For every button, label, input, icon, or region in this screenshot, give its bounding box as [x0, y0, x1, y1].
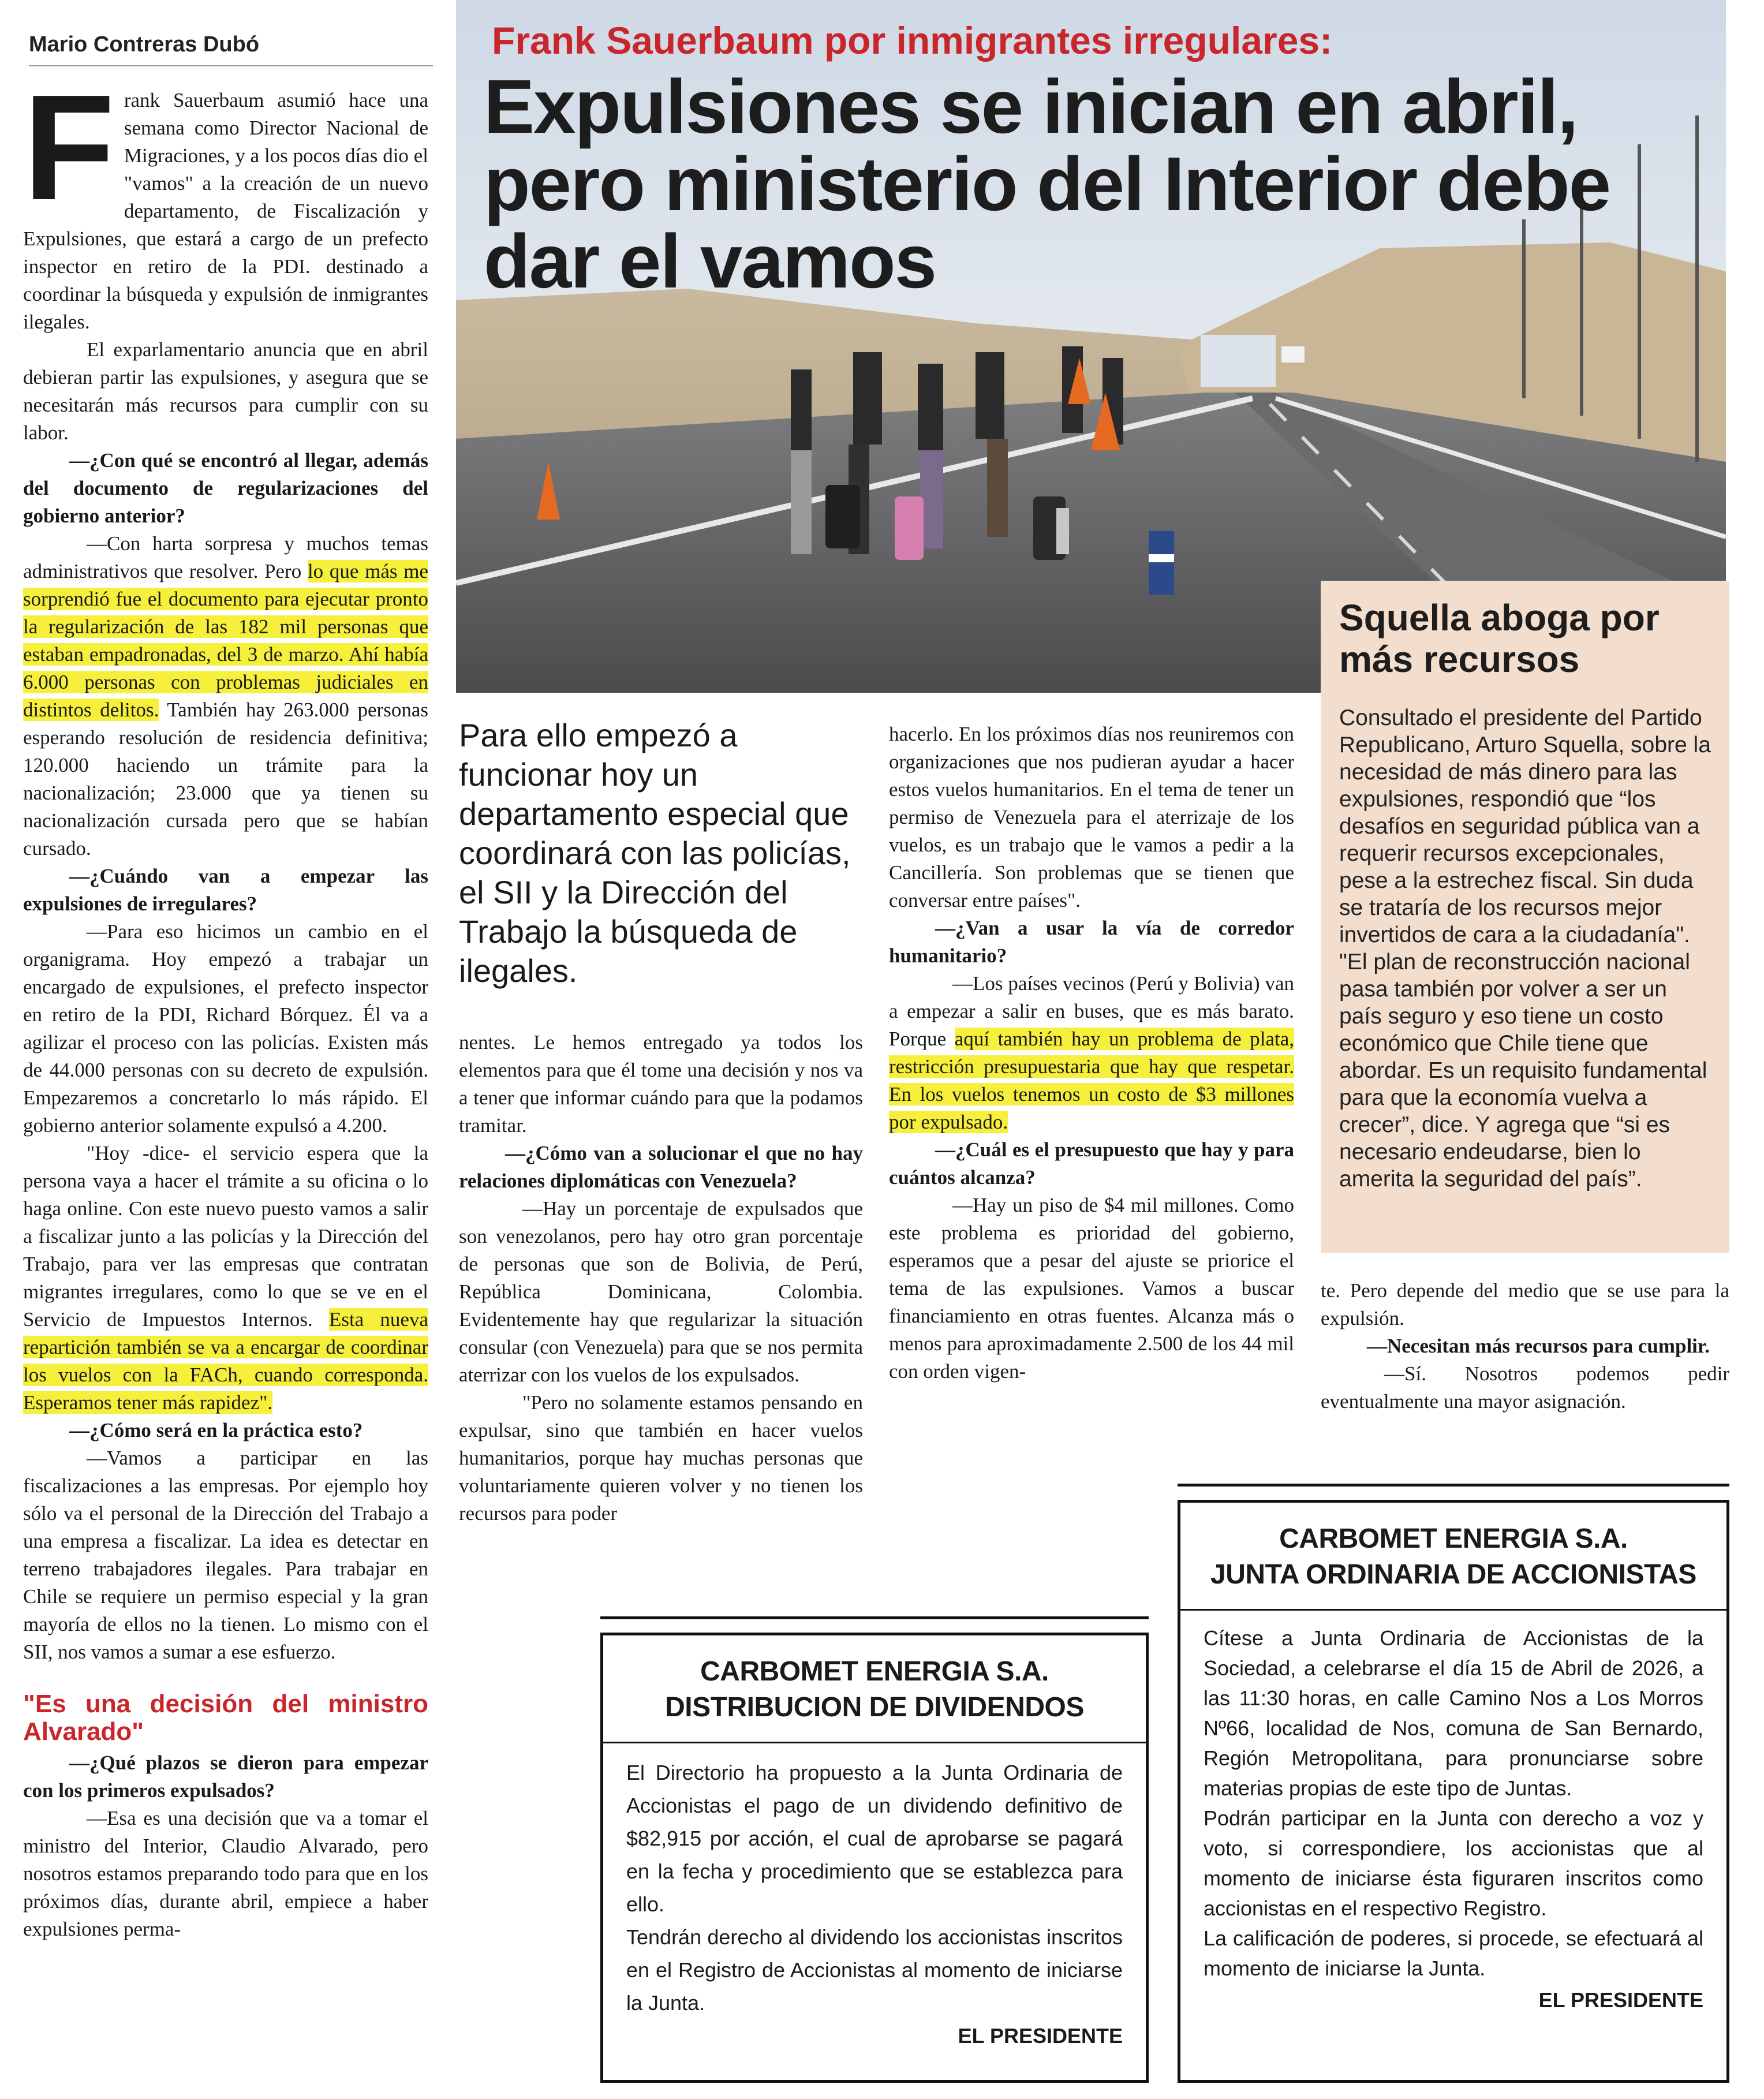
ad-paragraph: Podrán participar en la Junta con derecho a voz y voto, si correspondiere, los accionistas que al momento de iniciarse ésta figuraren inscritos como accionistas en el respectivo Registro.: [1204, 1806, 1703, 1920]
interview-question: —¿Qué plazos se dieron para empezar con los primeros expulsados?: [23, 1751, 428, 1802]
ad-paragraph: Tendrán derecho al dividendo los accionistas inscritos en el Registro de Accionistas al momento de iniciarse la Junta.: [626, 1925, 1123, 2015]
ad-title: [603, 1635, 1146, 1743]
ad-title: [1180, 1503, 1726, 1611]
ad-frame-line: [1178, 1484, 1729, 1487]
highlighted-text: Esta nueva repartición también se va a encargar de coordinar los vuelos con la FACh, cuando corresponda. Esperamos tener más rapidez".: [23, 1308, 428, 1414]
article-paragraph: [23, 1140, 428, 1417]
article-column-4: [1321, 1277, 1729, 1415]
text-span: "Hoy -dice- el servicio espera que la persona vaya a hacer el trámite a su oficina o lo haga online. Con este nuevo puesto vamos a salir a fiscalizar junto a las policías y la Dirección del Trabajo, para ver las empresas que contratan migrantes irregulares, como lo que se ve en el Servicio de Impuestos Internos.: [23, 1142, 428, 1331]
ad-title-line: CARBOMET ENERGIA S.A.: [700, 1656, 1049, 1687]
text-span: También hay 263.000 personas esperando resolución de residencia definitiva; 120.000 haciendo un trámite para la nacionalización; 23.000 que ya tienen su nacionalización cursada pero que se habían cursado.: [23, 699, 428, 860]
sidebar-paragraph: "El plan de reconstrucción nacional pasa también por volver a ser un país seguro y eso tiene un costo económico que Chile tiene que abordar. Es un requisito fundamental para que la economía vuelva a crecer”, dice. Y agrega que “si es necesario endeudarse, bien lo amerita la seguridad del país”.: [1339, 950, 1707, 1192]
byline: Mario Contreras Dubó: [29, 32, 433, 66]
article-paragraph: —Vamos a participar en las fiscalizaciones a las empresas. Por ejemplo hoy sólo va el personal de la Dirección del Trabajo a una empresa a fiscalizar. La idea es detectar en terreno trabajadores ilegales. Para trabajar en Chile se requiere un permiso especial y la gran mayoría de ellos no la tienen. Lo mismo con el SII, nos vamos a sumar a ese esfuerzo.: [23, 1447, 428, 1663]
ad-body: [1180, 1611, 1726, 1984]
highlighted-text: lo que más me sorprendió fue el documento para ejecutar pronto la regularización de las 182 mil personas que estaban empadronadas, del 3 de marzo. Ahí había 6.000 personas con problemas judiciales en distintos delitos.: [23, 560, 428, 721]
ad-frame-line: [600, 1616, 1149, 1619]
ad-paragraph: La calificación de poderes, si procede, se efectuará al momento de iniciarse la Junta.: [1204, 1926, 1703, 1980]
article-paragraph: hacerlo. En los próximos días nos reuniremos con organizaciones que nos pudieran ayudar a hacer estos vuelos humanitarios. En el tema de tener un permiso de Venezuela para el aterrizaje de los vuelos, es un trabajo que le vamos a pedir a la Cancillería. Son problemas que se tienen que conversar entre países".: [889, 723, 1294, 912]
article-paragraph: rank Sauerbaum asumió hace una semana como Director Nacional de Migraciones, y a los pocos días dio el "vamos" a la creación de un nuevo departamento, de Fiscalización y Expulsiones, que estará a cargo de un prefecto inspector en retiro de la PDI. destinado a coordinar la búsqueda y expulsión de inmigrantes ilegales.: [23, 89, 428, 333]
sidebar-title: Squella aboga por más recursos: [1339, 597, 1660, 680]
subheading: "Es una decisión del ministro Alvarado": [23, 1690, 428, 1746]
dropcap: F: [23, 64, 115, 231]
ad-signature: EL PRESIDENTE: [1538, 1988, 1703, 2012]
interview-question: —¿Cómo van a solucionar el que no hay relaciones diplomáticas con Venezuela?: [459, 1142, 863, 1192]
ad-signature: EL PRESIDENTE: [958, 2024, 1123, 2048]
interview-question: —¿Van a usar la vía de corredor humanitario?: [889, 917, 1294, 967]
ad-paragraph: El Directorio ha propuesto a la Junta Ordinaria de Accionistas el pago de un dividendo definitivo de $82,915 por acción, el cual de aprobarse se pagará en la fecha y procedimiento que se establezca para ello.: [626, 1761, 1123, 1916]
interview-question: —¿Cómo será en la práctica esto?: [69, 1419, 363, 1441]
article-paragraph: —Hay un piso de $4 mil millones. Como este problema es prioridad del gobierno, esperamos que a pesar del ajuste se priorice el tema de las expulsiones. Vamos a buscar financiamiento en otras fuentes. Alcanza más o menos para aproximadamente 2.500 de los 44 mil con orden vigen-: [889, 1194, 1294, 1383]
article-column-3: [889, 720, 1294, 1385]
kicker: Frank Sauerbaum por inmigrantes irregulares:: [492, 19, 1333, 62]
article-paragraph: El exparlamentario anuncia que en abril debieran partir las expulsiones, y asegura que se necesitarán más recursos para cumplir con su labor.: [23, 338, 428, 444]
article-paragraph: —Sí. Nosotros podemos pedir eventualmente una mayor asignación.: [1321, 1362, 1729, 1413]
article-paragraph: —Para eso hicimos un cambio en el organigrama. Hoy empezó a trabajar un encargado de expulsiones, el prefecto inspector en retiro de la PDI, Richard Bórquez. Él va a agilizar el proceso con las policías. Existen más de 44.000 personas con su decreto de expulsión. Empezaremos a concretarlo lo más rápido. El gobierno anterior solamente expulsó a 4.200.: [23, 920, 428, 1137]
text-span: —Con harta sorpresa y muchos temas administrativos que resolver. Pero: [23, 532, 428, 582]
ad-junta: [1178, 1500, 1729, 2083]
article-paragraph: [23, 530, 428, 862]
interview-question: —¿Cuándo van a empezar las expulsiones de irregulares?: [23, 865, 428, 915]
article-paragraph: te. Pero depende del medio que se use para la expulsión.: [1321, 1279, 1729, 1329]
article-column-2: [459, 1029, 863, 1527]
article-paragraph: —Hay un porcentaje de expulsados que son venezolanos, pero hay otro gran porcentaje de personas que son de Bolivia, de Perú, República Dominicana, Colombia. Evidentemente hay que regularizar la situación consular (con Venezuela) para que se nos permita aterrizar con los vuelos de los expulsados.: [459, 1197, 863, 1386]
ad-dividendos: [600, 1633, 1149, 2083]
sidebar-box: [1321, 581, 1729, 1253]
ad-title-line: DISTRIBUCION DE DIVIDENDOS: [665, 1692, 1084, 1723]
article-paragraph: "Pero no solamente estamos pensando en expulsar, sino que también en hacer vuelos humanitarios, porque hay muchas personas que voluntariamente quieren volver y no tienen los recursos para poder: [459, 1391, 863, 1525]
highlighted-text: aquí también hay un problema de plata, restricción presupuestaria que hay que respetar. En los vuelos tenemos un costo de $3 millones por expulsado.: [889, 1028, 1295, 1133]
headline: Expulsiones se inician en abril, pero ministerio del Interior debe dar el vamos: [484, 64, 1610, 304]
text-span: —Los países vecinos (Perú y Bolivia) van a empezar a salir en buses, que es más barato. Porque: [889, 972, 1294, 1050]
sidebar-paragraph: Consultado el presidente del Partido Republicano, Arturo Squella, sobre la necesidad de más dinero para las expulsiones, respondió que “los desafíos en seguridad pública van a requerir recursos excepcionales, pese a la estrechez fiscal. Sin duda se trataría de los recursos mejor invertidos de cara a la ciudadanía".: [1339, 705, 1711, 947]
ad-title-line: CARBOMET ENERGIA S.A.: [1279, 1523, 1628, 1554]
ad-body: [603, 1743, 1146, 2019]
interview-question: —Necesitan más recursos para cumplir.: [1367, 1335, 1710, 1357]
interview-question: —¿Cuál es el presupuesto que hay y para cuántos alcanza?: [889, 1138, 1294, 1189]
ad-paragraph: Cítese a Junta Ordinaria de Accionistas de la Sociedad, a celebrarse el día 15 de Abril de 2026, a las 11:30 horas, en calle Camino Nos a Los Morros Nº66, localidad de Nos, comuna de San Bernardo, Región Metropolitana, para pronunciarse sobre materias propias de este tipo de Juntas.: [1204, 1626, 1703, 1800]
article-paragraph: nentes. Le hemos entregado ya todos los elementos para que él tome una decisión y nos va a tener que informar cuándo para que la podamos tramitar.: [459, 1031, 863, 1137]
article-paragraph: [889, 970, 1294, 1136]
interview-question: —¿Con qué se encontró al llegar, además del documento de regularizaciones del gobierno anterior?: [23, 449, 428, 527]
ad-title-line: JUNTA ORDINARIA DE ACCIONISTAS: [1210, 1559, 1696, 1590]
article-paragraph: —Esa es una decisión que va a tomar el ministro del Interior, Claudio Alvarado, pero nosotros estamos preparando todo para que en los próximos días, durante abril, empiece a haber expulsiones perma-: [23, 1807, 428, 1940]
article-column-1: [23, 64, 428, 1943]
pull-quote: Para ello empezó a funcionar hoy un departamento especial que coordinará con las policías, el SII y la Dirección del Trabajo la búsqueda de ilegales.: [459, 717, 851, 989]
